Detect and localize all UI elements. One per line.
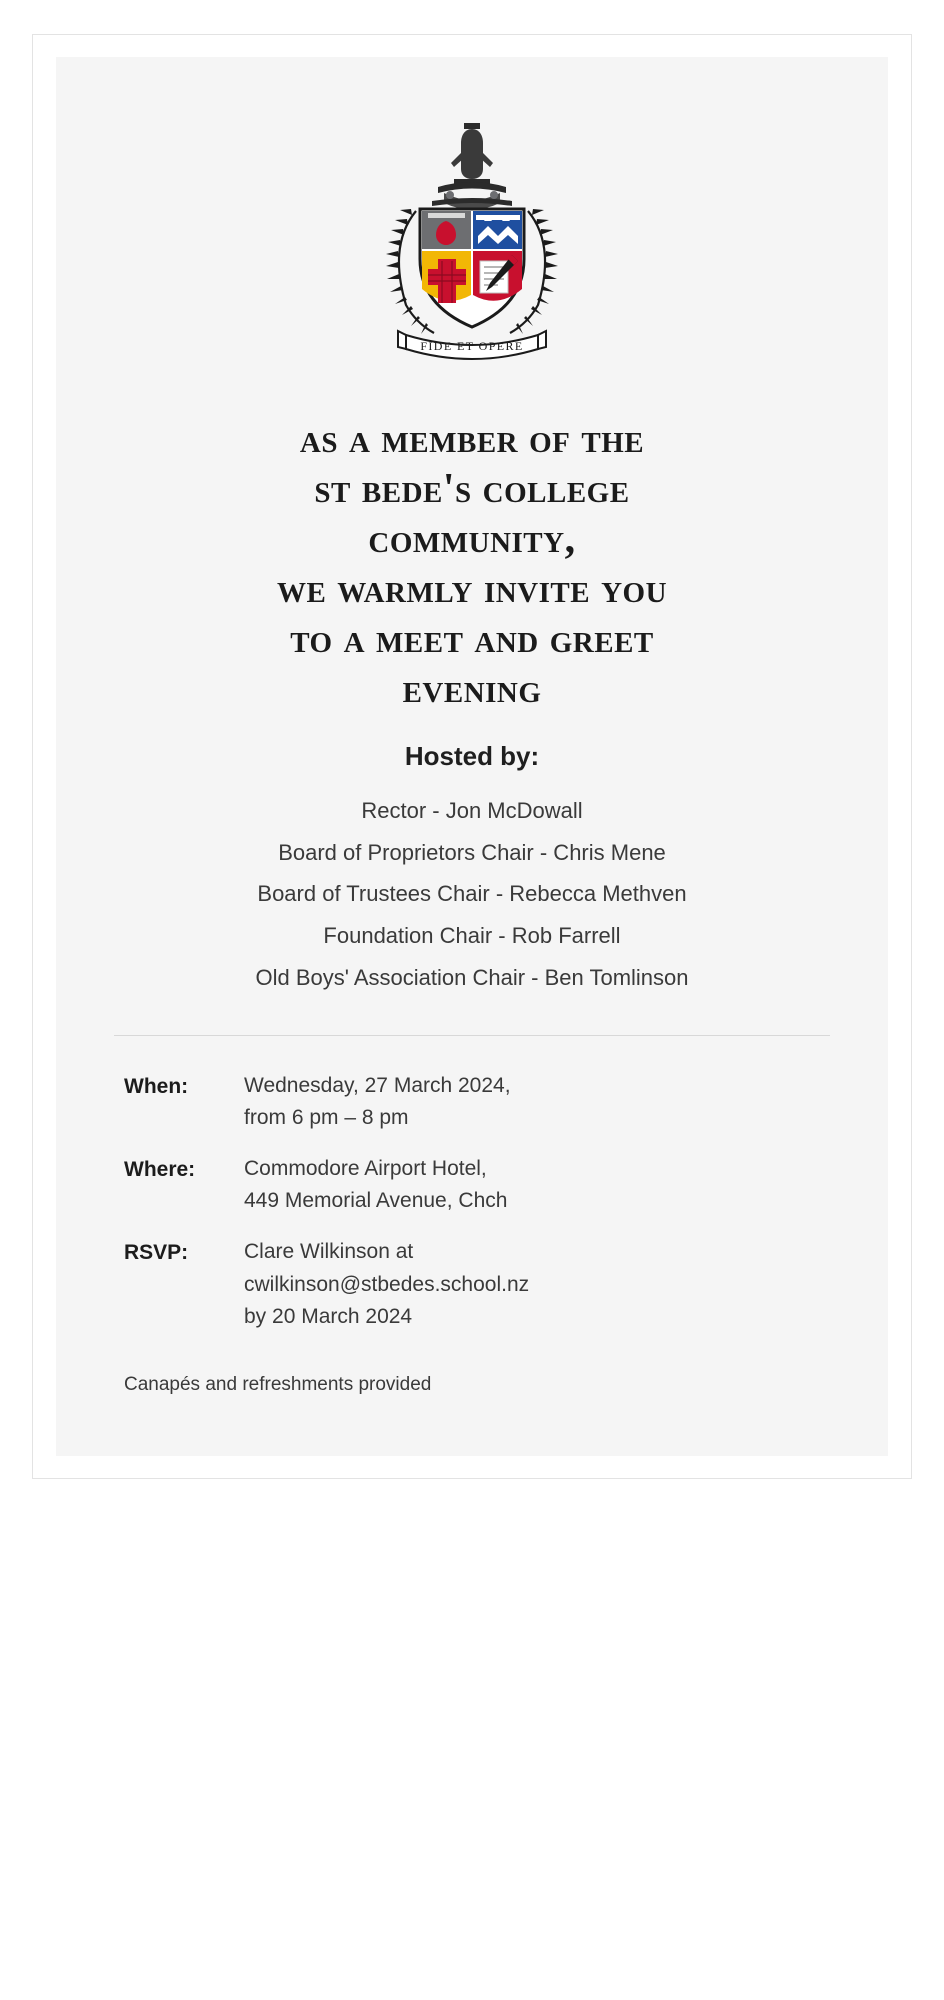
detail-value-line: by 20 March 2024 xyxy=(244,1305,413,1329)
st-bedes-college-crest-icon xyxy=(372,109,572,381)
detail-row-when xyxy=(124,1070,820,1135)
list-item: Board of Trustees Chair - Rebecca Methven xyxy=(257,881,687,907)
headline-line: st bede's college xyxy=(314,465,630,512)
detail-value xyxy=(244,1070,820,1135)
crest-figure xyxy=(451,123,493,187)
detail-value-line: Commodore Airport Hotel, xyxy=(244,1156,487,1180)
crest-container xyxy=(96,109,848,381)
list-item: Board of Proprietors Chair - Chris Mene xyxy=(278,839,666,865)
detail-row-rsvp xyxy=(124,1236,820,1334)
rsvp-email[interactable]: cwilkinson@stbedes.school.nz xyxy=(244,1272,530,1296)
section-divider xyxy=(114,1035,830,1036)
headline-line: as a member of the xyxy=(299,416,645,462)
list-item: Rector - Jon McDowall xyxy=(361,797,583,823)
detail-label: Where: xyxy=(124,1157,196,1181)
invitation-headline xyxy=(96,415,848,715)
detail-value-line: Clare Wilkinson at xyxy=(244,1239,414,1263)
detail-row-where xyxy=(124,1153,820,1218)
detail-label: When: xyxy=(124,1074,189,1098)
crest-motto-text: FIDE ET OPERE xyxy=(420,339,524,353)
crest-shield xyxy=(420,209,524,327)
detail-value-line: 449 Memorial Avenue, Chch xyxy=(244,1189,508,1213)
list-item: Foundation Chair - Rob Farrell xyxy=(323,923,621,949)
detail-value-line: Wednesday, 27 March 2024, xyxy=(244,1073,511,1097)
headline-line: to a meet and greet xyxy=(290,615,654,662)
hosted-by-label: Hosted by: xyxy=(404,740,540,771)
crest-helm xyxy=(432,182,512,210)
detail-value-line: from 6 pm – 8 pm xyxy=(244,1106,409,1130)
list-item: Old Boys' Association Chair - Ben Tomlinson xyxy=(255,965,689,990)
invitation-card-inner xyxy=(56,57,888,1456)
headline-line: evening xyxy=(402,665,542,712)
detail-value xyxy=(244,1153,820,1218)
footnote: Canapés and refreshments provided xyxy=(124,1373,432,1395)
headline-line: community, xyxy=(368,515,576,562)
crest-motto-ribbon xyxy=(398,331,546,359)
detail-label: RSVP: xyxy=(124,1240,189,1264)
invitation-card-outer xyxy=(32,34,912,1479)
detail-value xyxy=(244,1236,820,1334)
headline-line: we warmly invite you xyxy=(276,565,668,612)
host-list xyxy=(96,790,848,999)
event-details xyxy=(96,1070,848,1334)
